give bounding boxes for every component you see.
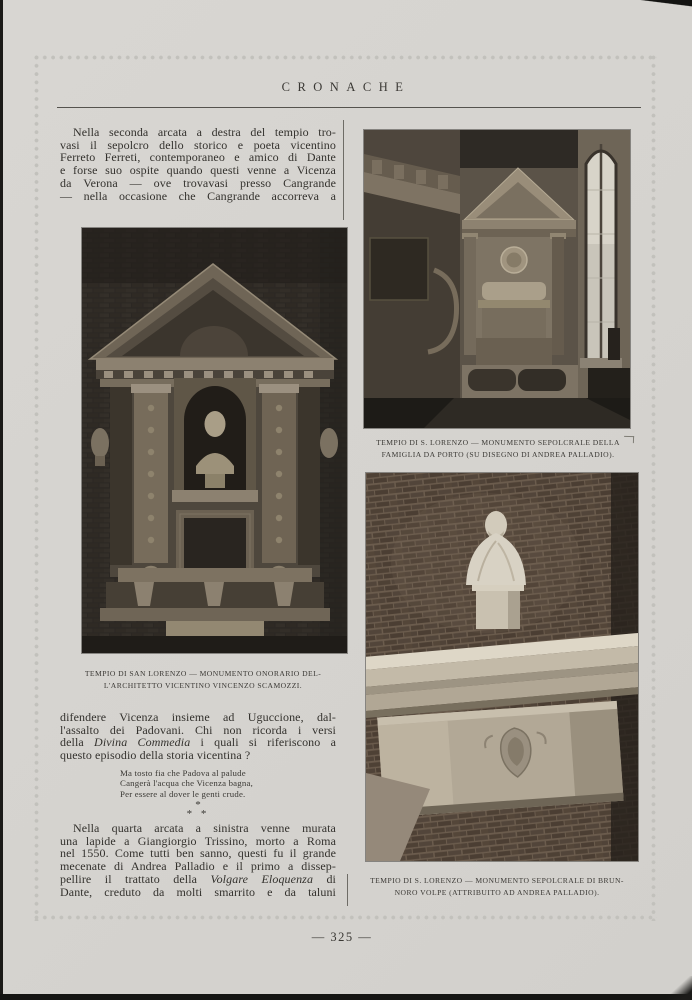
text-line: Dante, creduto da molti smarrito e da taluni [60,884,336,899]
caption-line: FAMIGLIA DA PORTO (SU DISEGNO DI ANDREA PALLADIO). [381,449,615,459]
dotted-border-bottom [33,914,657,921]
caption-line: TEMPIO DI S. LORENZO — MONUMENTO SEPOLCRALE DELLA [376,438,620,447]
paragraph-2 [60,711,336,762]
scan-edge-bottom-right [666,976,692,1000]
monument-body [91,378,338,588]
text-line: difendere Vicenza insieme ad Uguccione, dal- [60,710,336,724]
figure1-photo-scamozzi-monument [82,228,347,653]
caption-line: TEMPIO DI SAN LORENZO — MONUMENTO ONORARIO DEL- [84,669,322,678]
church-interior-illustration [364,130,630,428]
asterism-bottom: * * [186,808,210,820]
text-line: e forse suo ospite quando questi venne a Vicenza [60,163,336,178]
pencil-mark [624,436,634,443]
text-line: una lapide a Giangiorgio Trissino, morto a Roma [60,833,336,848]
dotted-border-top [33,54,657,61]
scan-edge-left [0,0,3,1000]
text-line: l'assalto dei Padovani. Chi non ricorda i versi [60,722,336,737]
text-line: vasi il sepolcro dello storico e poeta vicentino [60,137,336,152]
gothic-window [578,130,630,398]
scan-edge-top-right [628,0,692,8]
figure1-caption [58,668,348,692]
header-rule [57,107,641,108]
bust [205,411,226,437]
column-divider-bottom [347,874,348,906]
text-line: della Divina Commedia i quali si riferiscono a [60,735,337,750]
figure3-caption [352,875,642,899]
caption-line: L'ARCHITETTO VICENTINO VINCENZO SCAMOZZI. [103,680,303,690]
text-line: nel 1550. Come tutti ben sanno, questi fu il grande [60,846,336,861]
page-title: CRONACHE [281,80,411,94]
figure2-photo-da-porto-monument [364,130,630,428]
text-line: pellire il trattato della Volgare Eloquenza di [60,871,336,886]
column-divider-top [343,120,344,220]
monument-base [82,568,347,653]
asterism-divider [60,801,336,820]
text-line: Nella seconda arcata a destra del tempio tro- [73,125,336,139]
left-wall [364,130,460,428]
da-porto-monument [460,130,586,428]
asterism-top: * [195,799,201,811]
monument-illustration [82,228,347,653]
text-line: Ferreto Ferreti, contemporaneo e amico di Dante [60,150,336,165]
text-line: — nella occasione che Cangrande accorreva a [60,188,336,203]
paragraph-1 [60,126,336,202]
verse-line: Ma tosto fia che Padova al palude [120,768,246,778]
dotted-border-left [33,54,40,921]
text-line: da Verona — ove trovavasi presso Cangrande [60,175,336,190]
page-number: — 325 — [311,930,373,944]
text-line: Nella quarta arcata a sinistra venne murata [73,821,336,835]
verse-line: Per essere al dover le genti crude. [120,788,246,799]
dante-verse-quote [120,768,253,799]
text-line: mecenate di Andrea Palladio e il primo a dissep- [60,859,336,874]
text-line: questo episodio della storia vicentina ? [60,748,251,763]
caption-line: TEMPIO DI S. LORENZO — MONUMENTO SEPOLCRALE DI BRUN- [370,876,624,885]
verse-line: Cangerà l'acqua che Vicenza bagna, [120,778,253,789]
figure3-photo-volpe-monument [366,473,638,861]
dotted-border-right [650,54,657,921]
paragraph-3 [60,822,336,898]
scan-edge-bottom [0,994,692,1000]
caption-line: NORO VOLPE (ATTRIBUITO AD ANDREA PALLADIO). [394,887,600,897]
brick-wall-monument-illustration [366,473,638,861]
figure2-caption [356,437,640,461]
